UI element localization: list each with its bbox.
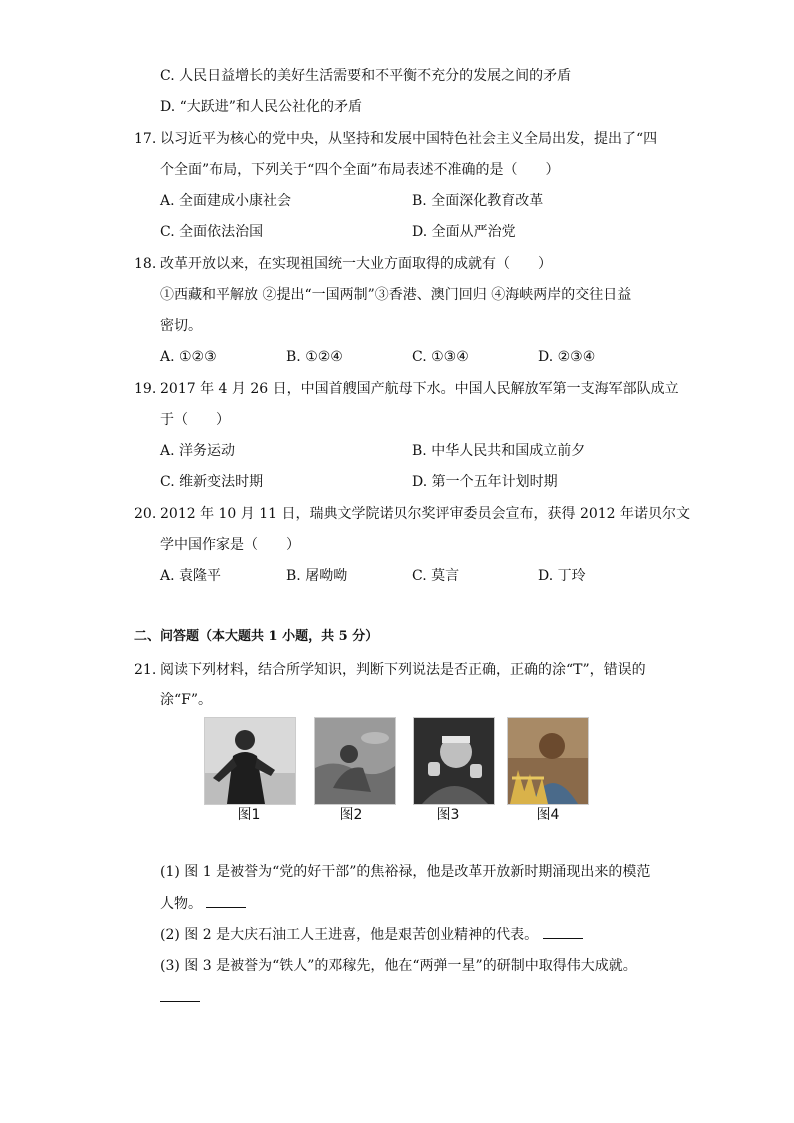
q18-option-b: B. ①②④ <box>286 349 343 365</box>
q17-number: 17. <box>134 131 157 147</box>
q18-option-a: A. ①②③ <box>160 349 217 365</box>
q21-stem-line1: 阅读下列材料，结合所学知识，判断下列说法是否正确，正确的涂“T”，错误的 <box>160 662 646 678</box>
answer-blank-3[interactable] <box>160 989 200 1002</box>
figure-2-caption: 图2 <box>339 807 363 823</box>
q19-option-a: A. 洋务运动 <box>160 443 236 459</box>
q18-option-c: C. ①③④ <box>412 349 469 365</box>
figure-3-photo <box>413 717 495 805</box>
figure-2-photo <box>314 717 396 805</box>
q20-option-c: C. 莫言 <box>412 568 460 584</box>
q18-option-d: D. ②③④ <box>538 349 596 365</box>
q16-option-d: D. “大跃进”和人民公社化的矛盾 <box>160 99 362 115</box>
q17-option-a: A. 全面建成小康社会 <box>160 193 292 209</box>
q19-number: 19. <box>134 381 157 397</box>
figure-1-photo <box>204 717 296 805</box>
q21-statement-1-line2 <box>160 894 246 914</box>
q20-option-b: B. 屠呦呦 <box>286 568 348 584</box>
q19-option-d: D. 第一个五年计划时期 <box>412 474 558 490</box>
figure-3-caption: 图3 <box>436 807 460 823</box>
q21-statement-2-text: (2) 图 2 是大庆石油工人王进喜，他是艰苦创业精神的代表。 <box>160 927 539 943</box>
q20-option-a: A. 袁隆平 <box>160 568 222 584</box>
q18-stem-line3: 密切。 <box>160 318 202 334</box>
q18-number: 18. <box>134 256 157 272</box>
q21-statement-3: (3) 图 3 是被誉为“铁人”的邓稼先，他在“两弹一星”的研制中取得伟大成就。 <box>160 958 637 974</box>
q21-statement-3-blank-line <box>160 988 200 1008</box>
q21-statement-1-tail: 人物。 <box>160 896 202 912</box>
q19-option-c: C. 维新变法时期 <box>160 474 264 490</box>
q19-stem-line2: 于（ ） <box>160 412 230 428</box>
figure-1-caption: 图1 <box>237 807 261 823</box>
figure-4-caption: 图4 <box>536 807 560 823</box>
q21-statement-2 <box>160 925 583 945</box>
q21-number: 21. <box>134 662 157 678</box>
section-heading: 二、问答题（本大题共 1 小题，共 5 分） <box>134 629 379 644</box>
q20-number: 20. <box>134 506 157 522</box>
q20-option-d: D. 丁玲 <box>538 568 586 584</box>
q17-stem-line2: 个全面”布局，下列关于“四个全面”布局表述不准确的是（ ） <box>160 162 560 178</box>
q20-stem-line2: 学中国作家是（ ） <box>160 537 300 553</box>
q19-stem-line1: 2017 年 4 月 26 日，中国首艘国产航母下水。中国人民解放军第一支海军部队成立 <box>160 381 679 397</box>
q18-stem-line1: 改革开放以来，在实现祖国统一大业方面取得的成就有（ ） <box>160 256 552 272</box>
q21-stem-line2: 涂“F”。 <box>160 692 213 708</box>
figure-4-photo <box>507 717 589 805</box>
q20-stem-line1: 2012 年 10 月 11 日，瑞典文学院诺贝尔奖评审委员会宣布，获得 2012 年诺贝尔文 <box>160 506 691 522</box>
q19-option-b: B. 中华人民共和国成立前夕 <box>412 443 586 459</box>
q21-statement-1-line1: (1) 图 1 是被誉为“党的好干部”的焦裕禄，他是改革开放新时期涌现出来的模范 <box>160 864 651 880</box>
q17-option-d: D. 全面从严治党 <box>412 224 516 240</box>
answer-blank-1[interactable] <box>206 895 246 908</box>
q18-stem-line2: ①西藏和平解放 ②提出“一国两制”③香港、澳门回归 ④海峡两岸的交往日益 <box>160 287 632 303</box>
q17-option-b: B. 全面深化教育改革 <box>412 193 544 209</box>
answer-blank-2[interactable] <box>543 926 583 939</box>
q17-stem-line1: 以习近平为核心的党中央，从坚持和发展中国特色社会主义全局出发，提出了“四 <box>160 131 658 147</box>
q16-option-c: C. 人民日益增长的美好生活需要和不平衡不充分的发展之间的矛盾 <box>160 68 572 84</box>
q17-option-c: C. 全面依法治国 <box>160 224 264 240</box>
